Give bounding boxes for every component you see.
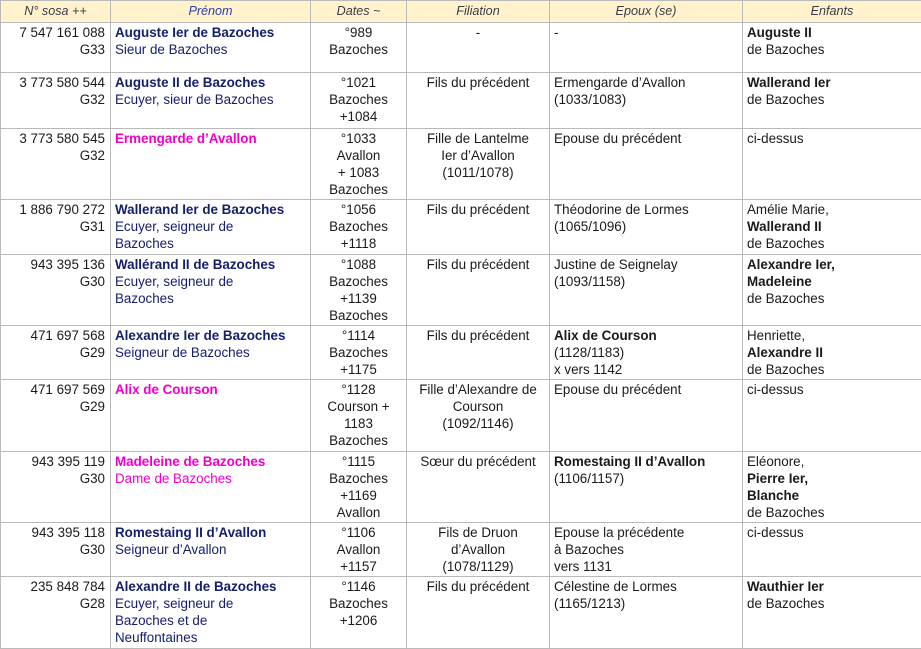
person-name: Alix de Courson	[115, 381, 306, 398]
children-ref: ci-dessus	[747, 130, 917, 147]
date-line: Bazoches	[315, 41, 402, 58]
spouse-name: Romestaing II d’Avallon	[554, 453, 738, 470]
person-title: Sieur de Bazoches	[115, 41, 306, 58]
filiation-line: Fils du précédent	[411, 578, 545, 595]
table-row	[1, 255, 921, 326]
dates-cell	[311, 23, 407, 73]
person-title: Seigneur d’Avallon	[115, 541, 306, 558]
sosa-number: 1 886 790 272	[5, 201, 105, 218]
date-line: Bazoches	[315, 181, 402, 198]
date-line: Courson +	[315, 398, 402, 415]
child-lead: Amélie Marie,	[747, 201, 917, 218]
filiation-line: Fils du précédent	[411, 201, 545, 218]
children-cell	[743, 577, 921, 649]
filiation-line: Fille d’Alexandre de	[411, 381, 545, 398]
filiation-cell	[407, 23, 550, 73]
table-row	[1, 23, 921, 73]
spouse-cell	[550, 255, 743, 326]
filiation-line: Fils du précédent	[411, 74, 545, 91]
date-line: Bazoches	[315, 273, 402, 290]
dates-cell	[311, 200, 407, 255]
filiation-cell	[407, 129, 550, 200]
person-name: Romestaing II d’Avallon	[115, 524, 306, 541]
spouse-line: Epouse la précédente	[554, 524, 738, 541]
children-cell	[743, 129, 921, 200]
spouse-cell	[550, 23, 743, 73]
dates-cell	[311, 523, 407, 577]
person-title: Ecuyer, seigneur de	[115, 595, 306, 612]
date-line: +1175	[315, 361, 402, 378]
filiation-line: d’Avallon	[411, 541, 545, 558]
filiation-cell	[407, 73, 550, 129]
spouse-line: (1165/1213)	[554, 595, 738, 612]
header-dates: Dates ~	[311, 1, 407, 23]
spouse-cell	[550, 200, 743, 255]
children-tail: de Bazoches	[747, 290, 917, 307]
spouse-line: Epouse du précédent	[554, 381, 738, 398]
spouse-line: (1128/1183)	[554, 344, 738, 361]
spouse-cell	[550, 73, 743, 129]
filiation-line: (1092/1146)	[411, 415, 545, 432]
spouse-cell	[550, 326, 743, 380]
child-name: Blanche	[747, 487, 917, 504]
header-enfants: Enfants	[743, 1, 921, 23]
date-line: 1183	[315, 415, 402, 432]
spouse-line: Célestine de Lormes	[554, 578, 738, 595]
date-line: Bazoches	[315, 218, 402, 235]
sosa-number: 235 848 784	[5, 578, 105, 595]
spouse-line: Justine de Seignelay	[554, 256, 738, 273]
sosa-cell	[1, 523, 111, 577]
table-row	[1, 380, 921, 452]
filiation-cell	[407, 452, 550, 523]
header-prenom: Prénom	[111, 1, 311, 23]
header-epoux: Epoux (se)	[550, 1, 743, 23]
spouse-cell	[550, 577, 743, 649]
filiation-cell	[407, 523, 550, 577]
table-row	[1, 326, 921, 380]
name-cell	[111, 255, 311, 326]
date-line: Avallon	[315, 147, 402, 164]
person-name: Ermengarde d’Avallon	[115, 130, 306, 147]
filiation-cell	[407, 380, 550, 452]
generation: G30	[5, 541, 105, 558]
filiation-line: Fils du précédent	[411, 256, 545, 273]
children-cell	[743, 23, 921, 73]
date-line: +1118	[315, 235, 402, 252]
generation: G29	[5, 398, 105, 415]
date-line: °1056	[315, 201, 402, 218]
person-title: Dame de Bazoches	[115, 470, 306, 487]
spouse-line: (1093/1158)	[554, 273, 738, 290]
date-line: °1106	[315, 524, 402, 541]
date-line: +1084	[315, 108, 402, 125]
sosa-number: 3 773 580 545	[5, 130, 105, 147]
spouse-line: Epouse du précédent	[554, 130, 738, 147]
date-line: Bazoches	[315, 307, 402, 324]
header-row	[1, 1, 921, 23]
child-name: Wauthier Ier	[747, 578, 917, 595]
date-line: Bazoches	[315, 432, 402, 449]
date-line: Bazoches	[315, 595, 402, 612]
date-line: °1088	[315, 256, 402, 273]
date-line: Avallon	[315, 504, 402, 521]
generation: G31	[5, 218, 105, 235]
date-line: °1115	[315, 453, 402, 470]
table-row	[1, 523, 921, 577]
children-cell	[743, 200, 921, 255]
table-row	[1, 129, 921, 200]
spouse-cell	[550, 452, 743, 523]
sosa-cell	[1, 129, 111, 200]
name-cell	[111, 73, 311, 129]
children-tail: de Bazoches	[747, 91, 917, 108]
filiation-line: Fils de Druon	[411, 524, 545, 541]
generation: G32	[5, 147, 105, 164]
dates-cell	[311, 129, 407, 200]
date-line: °1146	[315, 578, 402, 595]
spouse-line: (1033/1083)	[554, 91, 738, 108]
spouse-line: Théodorine de Lormes	[554, 201, 738, 218]
sosa-number: 943 395 118	[5, 524, 105, 541]
filiation-line: Sœur du précédent	[411, 453, 545, 470]
spouse-line: x vers 1142	[554, 361, 738, 378]
person-name: Wallérand II de Bazoches	[115, 256, 306, 273]
dates-cell	[311, 380, 407, 452]
sosa-cell	[1, 73, 111, 129]
child-name: Madeleine	[747, 273, 917, 290]
name-cell	[111, 23, 311, 73]
children-cell	[743, 380, 921, 452]
sosa-number: 3 773 580 544	[5, 74, 105, 91]
dates-cell	[311, 577, 407, 649]
dates-cell	[311, 452, 407, 523]
dates-cell	[311, 255, 407, 326]
filiation-line: (1011/1078)	[411, 164, 545, 181]
date-line: °1128	[315, 381, 402, 398]
filiation-line: Courson	[411, 398, 545, 415]
person-name: Alexandre Ier de Bazoches	[115, 327, 306, 344]
table-row	[1, 577, 921, 649]
sosa-number: 943 395 119	[5, 453, 105, 470]
table-row	[1, 452, 921, 523]
name-cell	[111, 200, 311, 255]
date-line: °1021	[315, 74, 402, 91]
spouse-line: -	[554, 24, 738, 41]
children-tail: de Bazoches	[747, 41, 917, 58]
spouse-cell	[550, 380, 743, 452]
date-line: +1169	[315, 487, 402, 504]
generation: G32	[5, 91, 105, 108]
person-name: Wallerand Ier de Bazoches	[115, 201, 306, 218]
sosa-cell	[1, 380, 111, 452]
filiation-line: Fils du précédent	[411, 327, 545, 344]
child-name: Alexandre II	[747, 344, 917, 361]
child-name: Auguste II	[747, 24, 917, 41]
filiation-cell	[407, 326, 550, 380]
person-title: Ecuyer, seigneur de	[115, 273, 306, 290]
sosa-number: 943 395 136	[5, 256, 105, 273]
generation: G30	[5, 273, 105, 290]
sosa-number: 7 547 161 088	[5, 24, 105, 41]
spouse-cell	[550, 129, 743, 200]
person-title: Bazoches et de	[115, 612, 306, 629]
sosa-number: 471 697 568	[5, 327, 105, 344]
name-cell	[111, 577, 311, 649]
children-tail: de Bazoches	[747, 504, 917, 521]
filiation-line: (1078/1129)	[411, 558, 545, 575]
dates-cell	[311, 326, 407, 380]
sosa-cell	[1, 577, 111, 649]
date-line: °1114	[315, 327, 402, 344]
person-title: Bazoches	[115, 290, 306, 307]
name-cell	[111, 380, 311, 452]
date-line: °989	[315, 24, 402, 41]
children-tail: de Bazoches	[747, 361, 917, 378]
generation: G28	[5, 595, 105, 612]
children-tail: de Bazoches	[747, 235, 917, 252]
table-row	[1, 200, 921, 255]
person-title: Ecuyer, seigneur de	[115, 218, 306, 235]
spouse-line: à Bazoches	[554, 541, 738, 558]
child-lead: Eléonore,	[747, 453, 917, 470]
filiation-cell	[407, 255, 550, 326]
sosa-cell	[1, 452, 111, 523]
person-title: Ecuyer, sieur de Bazoches	[115, 91, 306, 108]
spouse-line: Ermengarde d’Avallon	[554, 74, 738, 91]
sosa-number: 471 697 569	[5, 381, 105, 398]
generation: G29	[5, 344, 105, 361]
child-name: Wallerand II	[747, 218, 917, 235]
person-title: Seigneur de Bazoches	[115, 344, 306, 361]
person-title: Neuffontaines	[115, 629, 306, 646]
children-cell	[743, 523, 921, 577]
name-cell	[111, 452, 311, 523]
children-cell	[743, 73, 921, 129]
children-cell	[743, 255, 921, 326]
date-line: Bazoches	[315, 91, 402, 108]
table-row	[1, 73, 921, 129]
date-line: Bazoches	[315, 470, 402, 487]
sosa-cell	[1, 23, 111, 73]
header-filiation: Filiation	[407, 1, 550, 23]
date-line: Bazoches	[315, 344, 402, 361]
child-name: Wallerand Ier	[747, 74, 917, 91]
sosa-cell	[1, 326, 111, 380]
spouse-name: Alix de Courson	[554, 327, 738, 344]
date-line: +1157	[315, 558, 402, 575]
spouse-line: (1106/1157)	[554, 470, 738, 487]
spouse-cell	[550, 523, 743, 577]
spouse-line: (1065/1096)	[554, 218, 738, 235]
child-name: Pierre Ier,	[747, 470, 917, 487]
filiation-cell	[407, 200, 550, 255]
child-lead: Henriette,	[747, 327, 917, 344]
header-sosa: N° sosa ++	[1, 1, 111, 23]
name-cell	[111, 523, 311, 577]
sosa-cell	[1, 200, 111, 255]
date-line: °1033	[315, 130, 402, 147]
filiation-cell	[407, 577, 550, 649]
generation: G30	[5, 470, 105, 487]
date-line: Avallon	[315, 541, 402, 558]
sosa-cell	[1, 255, 111, 326]
date-line: +1206	[315, 612, 402, 629]
person-name: Auguste Ier de Bazoches	[115, 24, 306, 41]
person-name: Madeleine de Bazoches	[115, 453, 306, 470]
child-name: Alexandre Ier,	[747, 256, 917, 273]
person-title: Bazoches	[115, 235, 306, 252]
filiation-line: Ier d’Avallon	[411, 147, 545, 164]
date-line: +1139	[315, 290, 402, 307]
children-cell	[743, 452, 921, 523]
person-name: Alexandre II de Bazoches	[115, 578, 306, 595]
person-name: Auguste II de Bazoches	[115, 74, 306, 91]
date-line: + 1083	[315, 164, 402, 181]
dates-cell	[311, 73, 407, 129]
children-ref: ci-dessus	[747, 381, 917, 398]
children-cell	[743, 326, 921, 380]
name-cell	[111, 326, 311, 380]
children-ref: ci-dessus	[747, 524, 917, 541]
filiation-line: -	[411, 24, 545, 41]
children-tail: de Bazoches	[747, 595, 917, 612]
filiation-line: Fille de Lantelme	[411, 130, 545, 147]
spouse-line: vers 1131	[554, 558, 738, 575]
name-cell	[111, 129, 311, 200]
generation: G33	[5, 41, 105, 58]
